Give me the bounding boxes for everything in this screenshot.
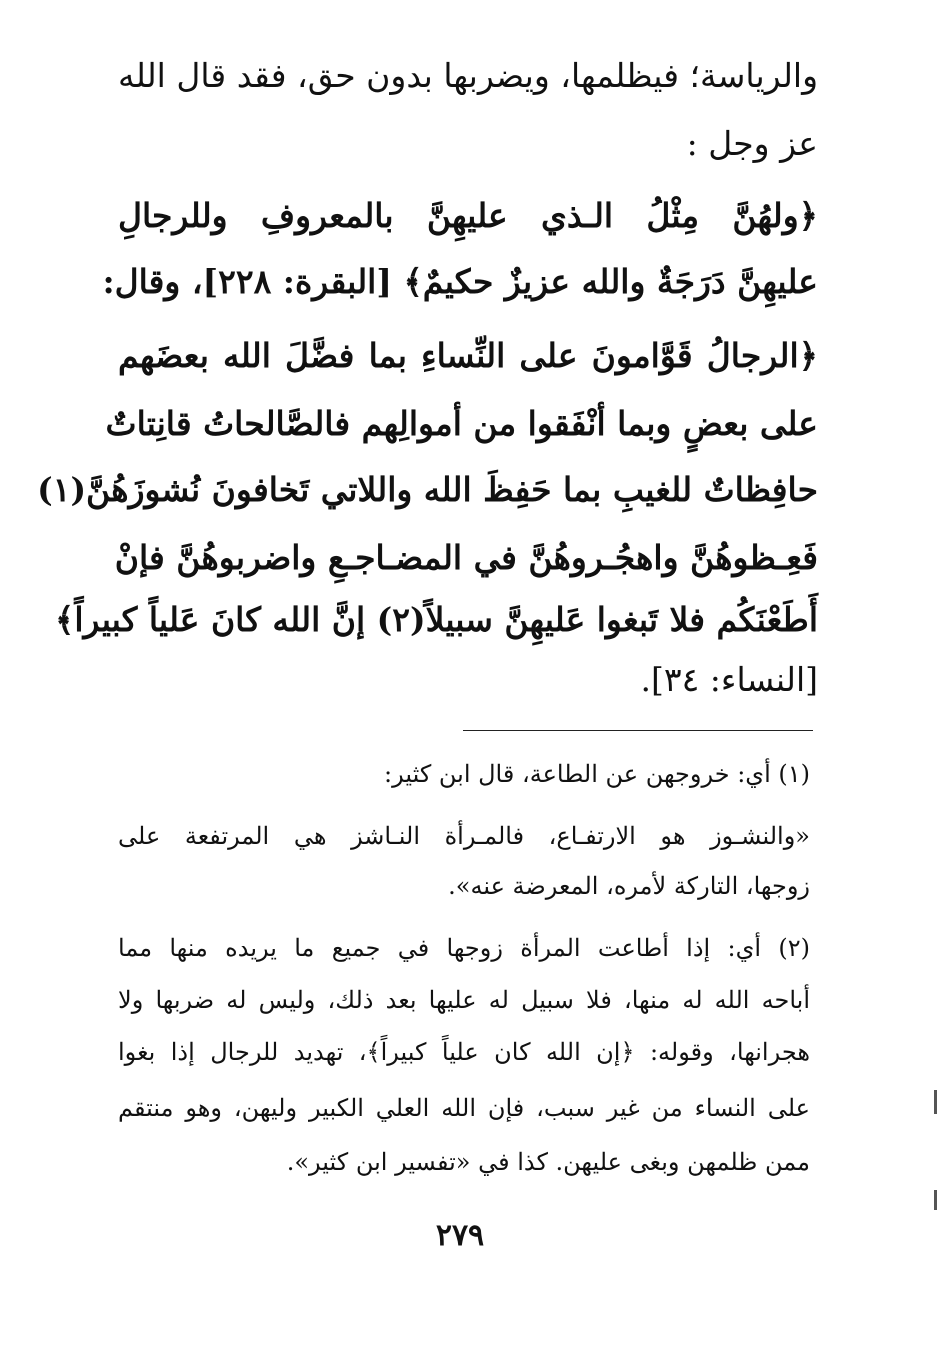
page-number: ٢٧٩ — [435, 1218, 485, 1253]
verse-line-3: ﴿الرجالُ قَوَّامونَ على النِّساءِ بما فضَّلَ الله بعضَهم — [118, 336, 818, 375]
verse-citation: [النساء: ٣٤]. — [640, 660, 818, 699]
footnote-2-line-1: (٢) أي: إذا أطاعت المرأة زوجها في جميع ما يريده منها مما — [118, 934, 810, 962]
verse-line-1: ﴿ولهُنَّ مِثْلُ الـذي عليهِنَّ بالمعروفِ وللرجالِ — [118, 196, 818, 235]
footnote-1-line-1: (١) أي: خروجهن عن الطاعة، قال ابن كثير: — [384, 760, 810, 788]
footnote-separator — [463, 730, 813, 731]
scan-edge-mark — [934, 1090, 937, 1114]
footnote-1-line-3: زوجها، التاركة لأمره، المعرضة عنه». — [448, 872, 810, 900]
verse-line-5: حافِظاتٌ للغيبِ بما حَفِظَ الله واللاتي تَخافونَ نُشوزَهُنَّ(١) — [37, 470, 818, 509]
verse-line-6: فَعِـظوهُنَّ واهجُـروهُنَّ في المضـاجـعِ واضربوهُنَّ فإنْ — [114, 538, 818, 577]
body-line-2: عز وجل : — [686, 124, 818, 163]
footnote-2-line-4: على النساء من غير سبب، فإن الله العلي الكبير وليهن، وهو منتقم — [118, 1094, 810, 1122]
verse-line-2: عليهِنَّ دَرَجَةٌ والله عزيزٌ حكيمٌ﴾ [البقرة: ٢٢٨]، وقال: — [102, 262, 818, 301]
footnote-1-line-2: «والنشـوز هو الارتفـاع، فالمـرأة النـاشز هي المرتفعة على — [118, 822, 810, 850]
verse-line-4: على بعضٍ وبما أنْفَقوا من أموالِهم فالصَّالحاتُ قانِتاتٌ — [105, 404, 818, 443]
verse-line-7: أَطَعْنَكُم فلا تَبغوا عَليهِنَّ سبيلاً(٢) إنَّ الله كانَ عَلياً كبيراً﴾ — [55, 600, 818, 639]
footnote-2-line-3: هجرانها، وقوله: ﴿إن الله كان علياً كبيراً﴾، تهديد للرجال إذا بغوا — [118, 1038, 810, 1066]
scan-edge-mark — [934, 1190, 937, 1210]
body-line-1: والرياسة؛ فيظلمها، ويضربها بدون حق، فقد قال الله — [118, 56, 818, 95]
footnote-2-line-2: أباحه الله له منها، فلا سبيل له عليها بعد ذلك، وليس له ضربها ولا — [118, 986, 810, 1014]
footnote-2-line-5: ممن ظلمهن وبغى عليهن. كذا في «تفسير ابن كثير». — [286, 1148, 810, 1176]
